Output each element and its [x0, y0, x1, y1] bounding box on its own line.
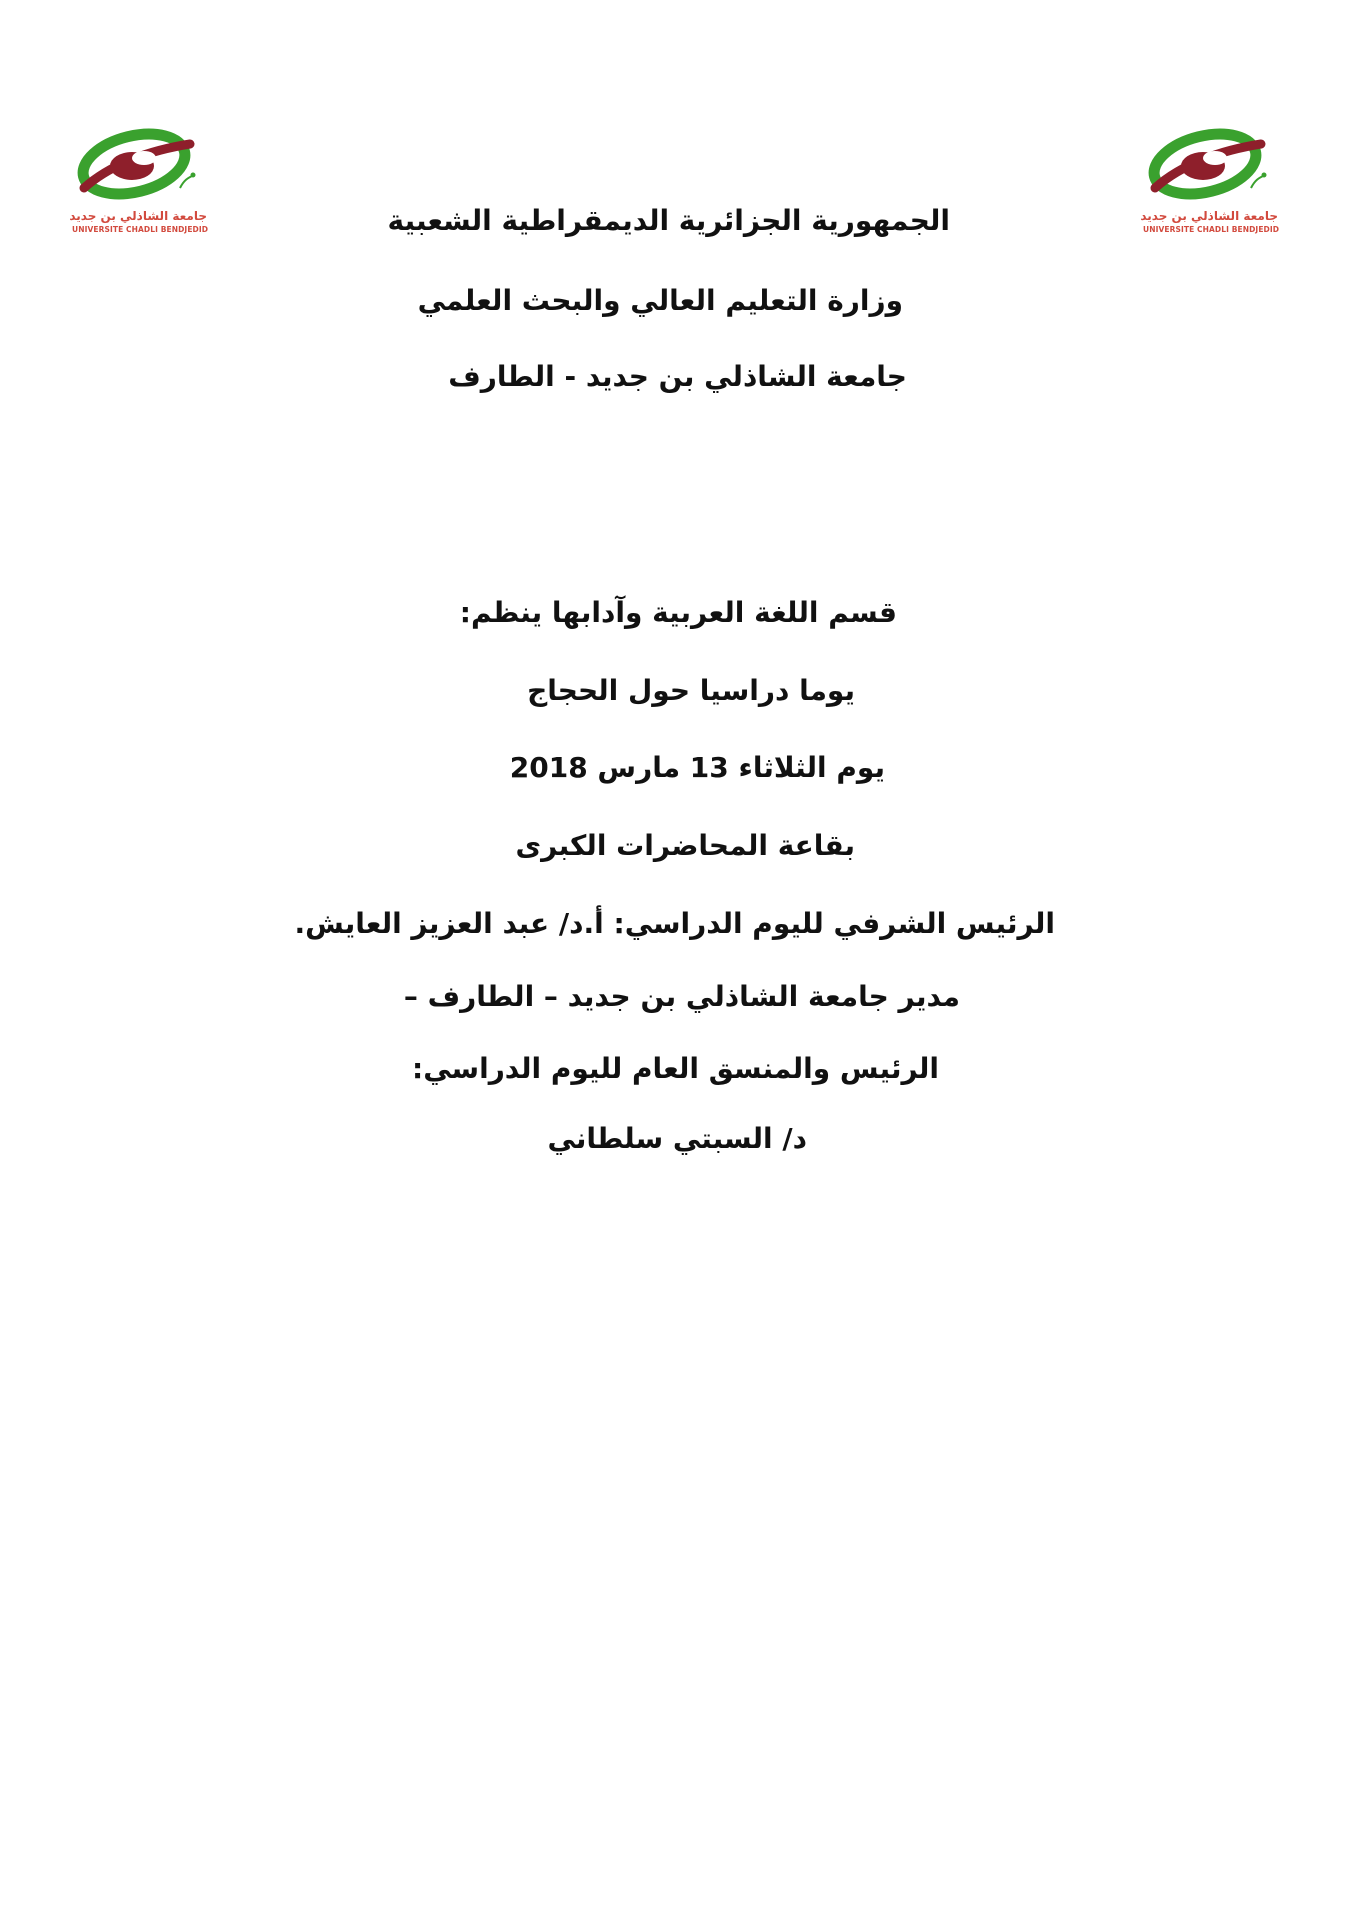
logo-emblem-icon — [72, 128, 207, 208]
ministry-title: وزارة التعليم العالي والبحث العلمي — [417, 284, 903, 317]
logo-arabic-name: جامعة الشاذلي بن جديد — [69, 209, 207, 223]
logo-latin-name: UNIVERSITE CHADLI BENDJEDID — [1143, 225, 1280, 234]
republic-title: الجمهورية الجزائرية الديمقراطية الشعبية — [387, 204, 950, 237]
coordinator-label: الرئيس والمنسق العام لليوم الدراسي: — [412, 1052, 939, 1085]
logo-arabic-name: جامعة الشاذلي بن جديد — [1140, 209, 1278, 223]
coordinator-name: د/ السبتي سلطاني — [547, 1122, 807, 1155]
university-logo-left — [69, 128, 209, 238]
honorary-chair: الرئيس الشرفي لليوم الدراسي: أ.د/ عبد العزيز العايش. — [294, 907, 1055, 940]
event-venue: بقاعة المحاضرات الكبرى — [515, 829, 855, 862]
logo-latin-name: UNIVERSITE CHADLI BENDJEDID — [72, 225, 209, 234]
event-title: يوما دراسيا حول الحجاج — [527, 674, 855, 707]
university-logo-right — [1140, 128, 1280, 238]
logo-emblem-icon — [1143, 128, 1278, 208]
department-line: قسم اللغة العربية وآدابها ينظم: — [459, 596, 897, 629]
university-title: جامعة الشاذلي بن جديد - الطارف — [448, 360, 907, 393]
event-date: يوم الثلاثاء 13 مارس 2018 — [509, 751, 885, 784]
university-director: مدير جامعة الشاذلي بن جديد – الطارف – — [403, 980, 960, 1013]
